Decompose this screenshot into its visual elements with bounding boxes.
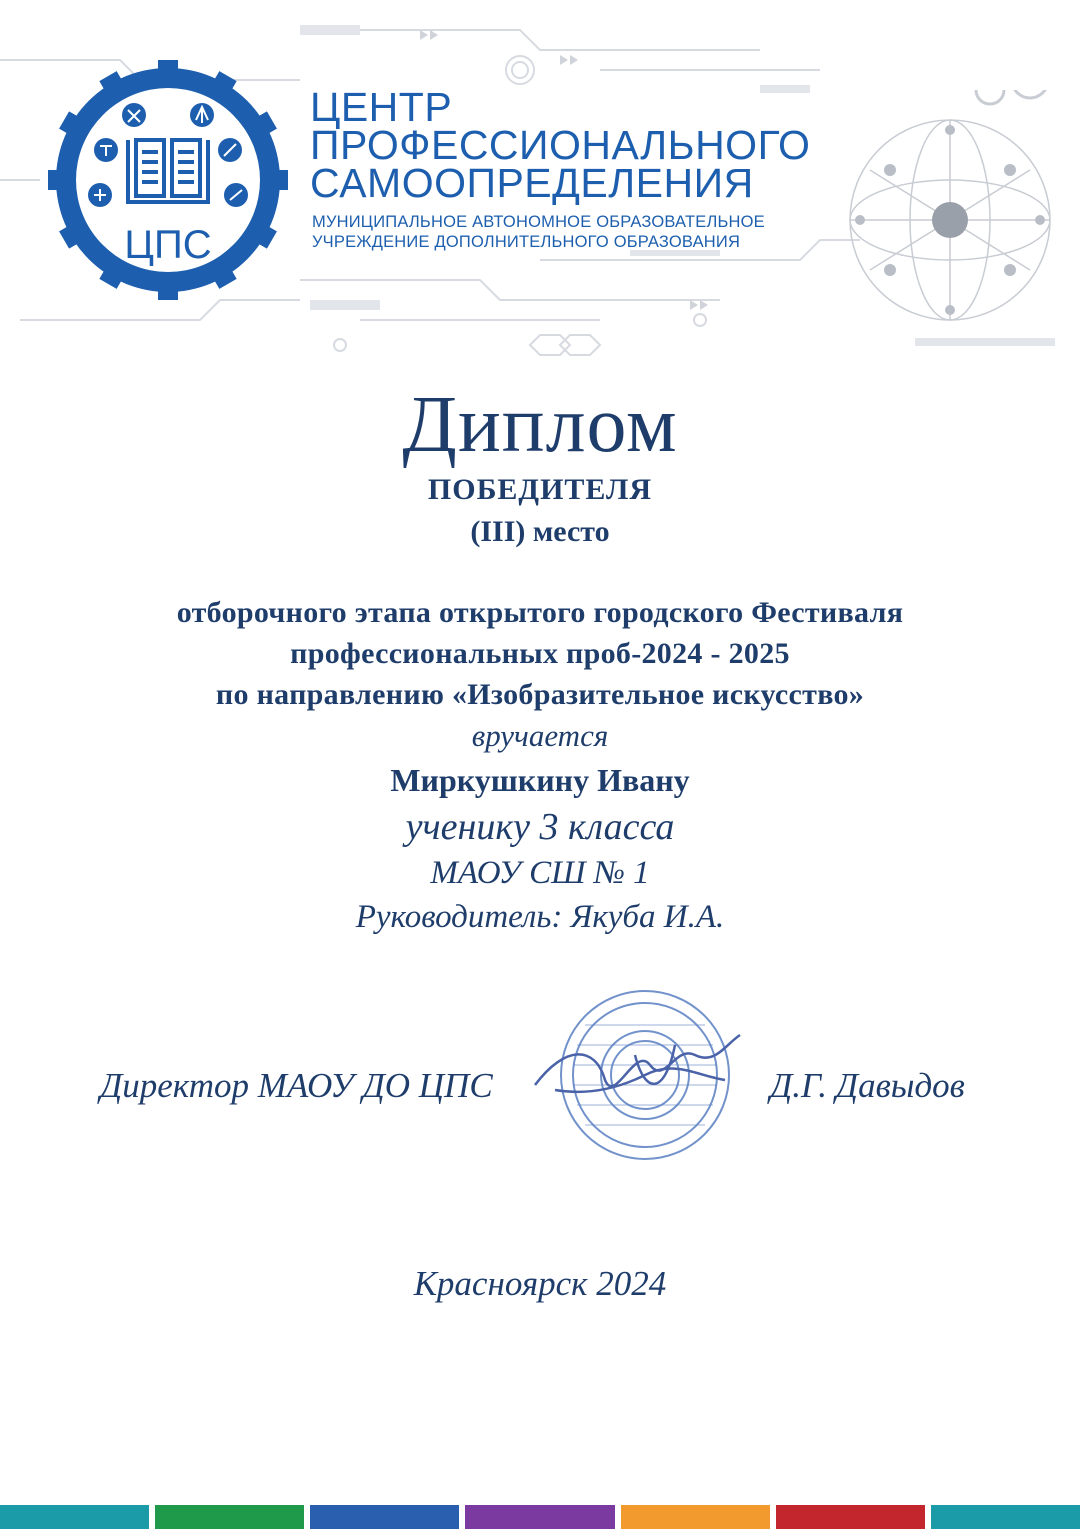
recipient-name: Миркушкину Ивану [390,762,690,798]
org-subtitle [312,212,765,252]
color-stripe [310,1505,459,1529]
place-label: (III) место [470,515,610,548]
org-subtitle-line: МУНИЦИПАЛЬНОЕ АВТОНОМНОЕ ОБРАЗОВАТЕЛЬНОЕ [312,213,765,231]
org-title [310,84,811,206]
color-stripe [465,1505,614,1529]
org-title-line: ЦЕНТР [310,84,453,130]
org-title-line: САМООПРЕДЕЛЕНИЯ [310,160,754,206]
director-name: Д.Г. Давыдов [770,1066,965,1105]
event-description-line: по направлению «Изобразительное искусство» [215,678,865,711]
header-banner [0,0,1080,360]
color-stripe-bar [0,1505,1080,1529]
official-stamp-icon [525,985,755,1165]
event-description-line: отборочного этапа открытого городского Фестиваля [176,596,904,629]
winner-label: ПОБЕДИТЕЛЯ [427,473,653,506]
color-stripe [0,1505,149,1529]
leader-label: Руководитель: Якуба И.А. [355,899,725,935]
org-title-line: ПРОФЕССИОНАЛЬНОГО [310,122,811,168]
color-stripe [776,1505,925,1529]
city-year: Красноярск 2024 [413,1264,667,1303]
color-stripe [155,1505,304,1529]
director-label: Директор МАОУ ДО ЦПС [100,1066,493,1105]
recipient-grade: ученику 3 класса [405,806,675,848]
recipient-school: МАОУ СШ № 1 [430,855,650,891]
org-subtitle-line: УЧРЕЖДЕНИЕ ДОПОЛНИТЕЛЬНОГО ОБРАЗОВАНИЯ [312,233,741,251]
network-globe-icon [830,90,1070,330]
gear-logo-icon [48,60,288,300]
color-stripe [931,1505,1080,1529]
diploma-title: Диплом [402,381,678,469]
color-stripe [621,1505,770,1529]
event-description [0,592,1080,715]
event-description-line: профессиональных проб-2024 - 2025 [290,637,790,670]
awarded-label: вручается [471,718,609,753]
logo-text: ЦПС [124,223,212,267]
